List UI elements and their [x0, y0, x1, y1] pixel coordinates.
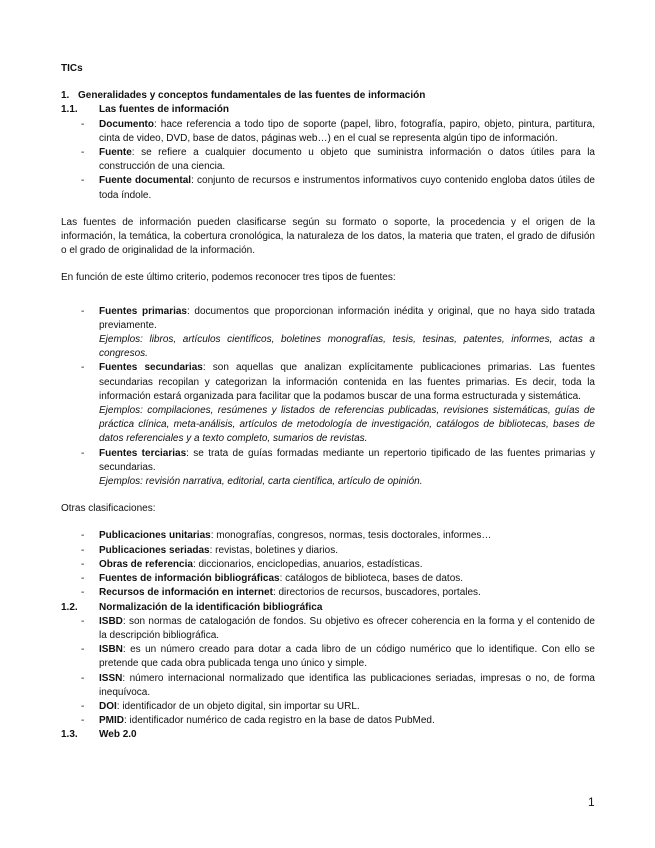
description: : revistas, boletines y diarios. [209, 544, 339, 556]
section-number: 1.1. [61, 104, 78, 116]
term: Fuentes de información bibliográficas [99, 573, 280, 585]
term: DOI [99, 700, 117, 712]
term: Fuentes primarias [99, 305, 187, 317]
description: : hace referencia a todo tipo de soporte (papel, libro, fotografía, papiro, objeto, pintura, partitura, cinta de video, DVD, base de datos, páginas web…) en el cual se representa algún tipo de información. [99, 118, 595, 144]
source-types-list [61, 305, 595, 490]
example-text: Ejemplos: compilaciones, resúmenes y listados de referencias publicadas, revisiones sistemáticas, guías de práctica clínica, meta-análisis, artículos de metodología de investigación, catálogos de bibliotecas, bases de datos referenciales y a texto completo, sumarios de revistas. [99, 405, 595, 445]
section-title: Normalización de la identificación bibliográfica [99, 601, 323, 613]
list-item [61, 558, 595, 572]
term: Fuentes secundarias [99, 362, 203, 374]
example-text: Ejemplos: revisión narrativa, editorial, carta científica, artículo de opinión. [99, 476, 423, 488]
term: PMID [99, 715, 124, 727]
list-item [61, 529, 595, 543]
list-item [61, 361, 595, 446]
document-page [61, 62, 595, 743]
paragraph-classification: Las fuentes de información pueden clasificarse según su formato o soporte, la procedencia y el origen de la información, la temática, la cobertura cronológica, la naturaleza de los datos, la materia que traten, el grado de difusión o el grado de originalidad de la información. [61, 216, 595, 257]
document-title: TICs [61, 63, 83, 74]
list-item [61, 615, 595, 643]
description: : se refiere a cualquier documento u objeto que suministra información o datos útiles para la construcción de una ciencia. [99, 147, 595, 173]
section-heading-1-1 [61, 103, 595, 117]
description: : documentos que proporcionan información inédita y original, que no haya sido tratada previamente. [99, 305, 595, 331]
list-item [61, 305, 595, 362]
list-item [61, 586, 595, 600]
description: : se trata de guías formadas mediante un repertorio tipificado de las fuentes primarias y secundarias. [99, 447, 595, 473]
description: : son normas de catalogación de fondos. Su objetivo es ofrecer coherencia en la forma y el contenido de la descripción bibliográfica. [99, 615, 595, 641]
description: : identificador numérico de cada registro en la base de datos PubMed. [124, 715, 435, 727]
description: : número internacional normalizado que identifica las publicaciones seriadas, impresas o no, de forma inequívoca. [99, 672, 595, 698]
definitions-list [61, 118, 595, 203]
term: Documento [99, 118, 154, 130]
description: : conjunto de recursos e instrumentos informativos cuyo contenido engloba datos útiles de toda índole. [99, 175, 595, 201]
term: ISBN [99, 644, 123, 656]
description: : diccionarios, enciclopedias, anuarios, estadísticas. [192, 558, 423, 570]
section-title: Las fuentes de información [99, 104, 230, 116]
list-item [61, 447, 595, 490]
term: Obras de referencia [99, 558, 193, 570]
list-item [61, 572, 595, 586]
list-item [61, 643, 595, 671]
term: Recursos de información en internet [99, 587, 273, 599]
list-item [61, 544, 595, 558]
term: Publicaciones seriadas [99, 544, 210, 556]
list-item [61, 146, 595, 174]
identifiers-list [61, 615, 595, 729]
description: : son aquellas que analizan explícitamente publicaciones primarias. Las fuentes secundarias recopilan y categorizan la información contenida en las fuentes primarias. Es decir, toda la información estará organizada para facilitar que la podamos buscar de una forma estructurada y sistemática. [99, 362, 595, 402]
term: ISSN [99, 672, 123, 684]
section-number: 1.2. [61, 601, 78, 613]
description: : monografías, congresos, normas, tesis doctorales, informes… [210, 530, 492, 542]
section-number: 1.3. [61, 729, 78, 741]
list-item [61, 700, 595, 714]
description: : directorios de recursos, buscadores, portales. [272, 587, 481, 599]
example-text: Ejemplos: libros, artículos científicos, boletines monografías, tesis, tesinas, patentes, informes, actas a congresos. [99, 334, 595, 360]
section-number: 1. [61, 90, 70, 102]
section-heading-1 [61, 89, 595, 103]
description: : catálogos de biblioteca, bases de datos. [279, 573, 464, 585]
list-item [61, 118, 595, 146]
section-heading-1-2 [61, 601, 595, 615]
term: Fuente [99, 147, 132, 159]
term: Publicaciones unitarias [99, 530, 211, 542]
list-item [61, 714, 595, 728]
section-heading-1-3 [61, 728, 595, 742]
section-title: Generalidades y conceptos fundamentales de las fuentes de información [78, 90, 426, 102]
paragraph-other: Otras clasificaciones: [61, 503, 156, 515]
list-item [61, 672, 595, 700]
page-number: 1 [588, 795, 595, 809]
description: : es un número creado para dotar a cada libro de un código numérico que lo identifique. Con ello se pretende que cada obra publicada tenga uno único y simple. [99, 644, 595, 670]
description: : identificador de un objeto digital, sin importar su URL. [116, 700, 360, 712]
paragraph-criterion: En función de este último criterio, podemos reconocer tres tipos de fuentes: [61, 272, 396, 284]
term: ISBD [99, 615, 123, 627]
term: Fuente documental [99, 175, 192, 187]
other-classifications-list [61, 529, 595, 600]
term: Fuentes terciarias [99, 447, 187, 459]
section-title: Web 2.0 [99, 729, 137, 741]
list-item [61, 174, 595, 202]
